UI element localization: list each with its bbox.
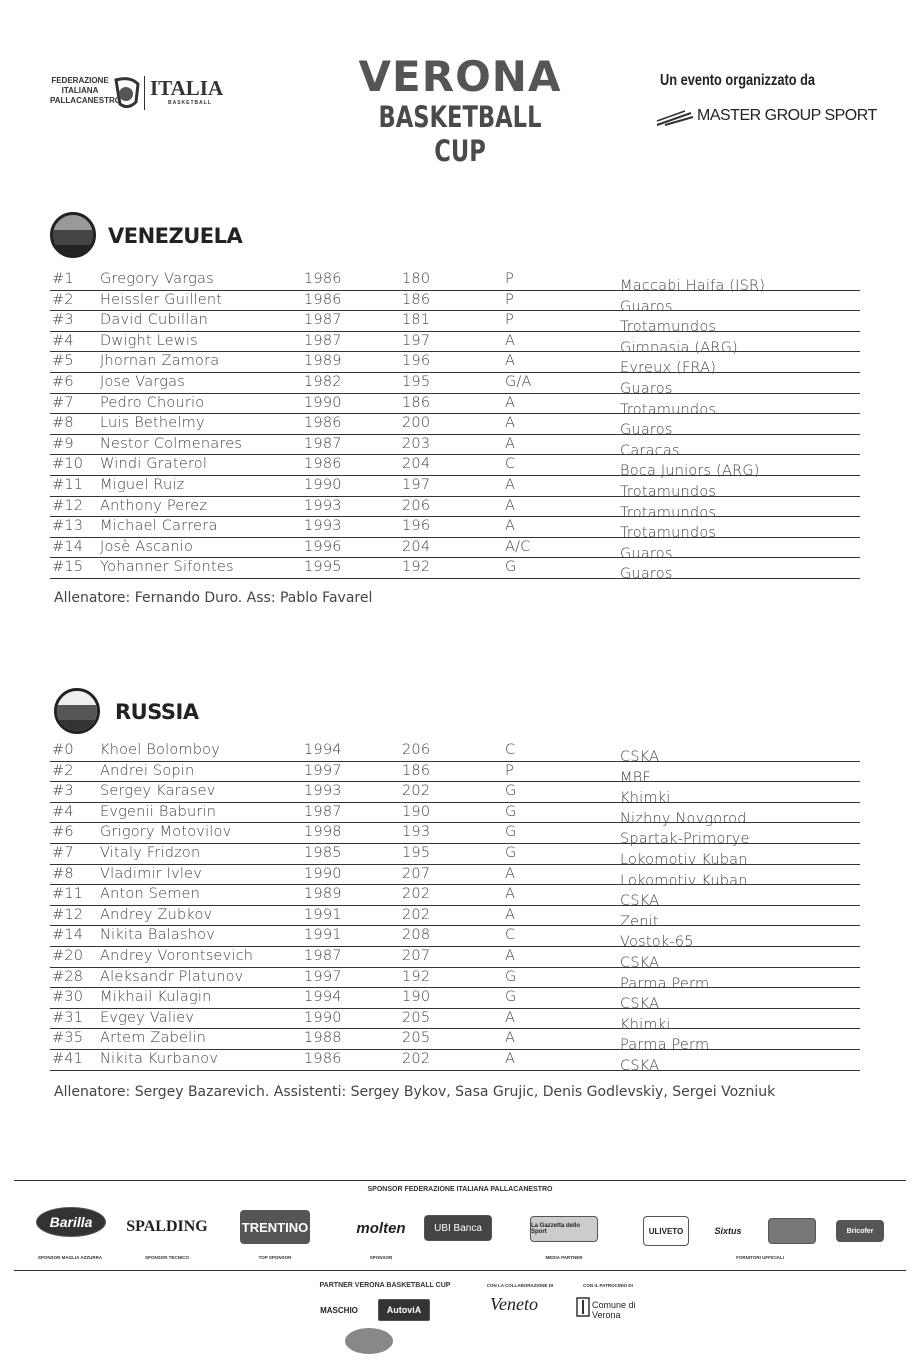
basketball-badge-icon	[345, 1328, 393, 1354]
player-height: 204	[402, 538, 431, 555]
player-club: Boca Juniors (ARG)	[620, 463, 760, 480]
player-club: Trotamundos	[620, 525, 717, 542]
player-birth-year: 1993	[304, 497, 342, 514]
player-position: A	[505, 332, 516, 349]
player-birth-year: 1982	[304, 373, 342, 390]
player-height: 197	[402, 476, 431, 493]
table-row	[50, 741, 860, 765]
player-club: Trotamundos	[620, 483, 717, 500]
player-birth-year: 1989	[304, 886, 342, 903]
player-name: Luis Bethelmy	[100, 415, 205, 432]
table-row	[50, 435, 860, 459]
player-club: Nizhny Novgorod	[620, 810, 747, 827]
player-name: Pedro Chourio	[100, 394, 205, 411]
player-birth-year: 1990	[304, 1009, 342, 1026]
player-number: #6	[52, 373, 74, 390]
sponsor-tv-logo	[768, 1218, 816, 1244]
team-name-russia: RUSSIA	[115, 700, 199, 724]
player-birth-year: 1987	[304, 435, 342, 452]
player-name: Aleksandr Platunov	[100, 968, 244, 985]
player-height: 207	[402, 947, 431, 964]
sponsor-uliveto-logo: ULIVETO	[643, 1216, 689, 1246]
venezuela-roster	[50, 270, 860, 583]
player-birth-year: 1990	[304, 476, 342, 493]
player-number: #7	[52, 394, 74, 411]
player-number: #10	[52, 456, 84, 473]
player-height: 193	[402, 824, 431, 841]
fip-italia: ITALIA	[150, 76, 224, 100]
venezuela-flag-icon	[50, 212, 96, 258]
player-club: Guaros	[620, 380, 673, 397]
player-name: Evgey Valiev	[100, 1009, 195, 1026]
player-number: #4	[52, 332, 74, 349]
player-number: #11	[52, 886, 84, 903]
verona-crest-icon	[576, 1296, 590, 1318]
sponsor-spalding-logo: SPALDING	[126, 1218, 208, 1235]
player-position: A	[505, 1009, 516, 1026]
player-birth-year: 1988	[304, 1030, 342, 1047]
player-club: MBF	[620, 769, 651, 786]
table-row	[50, 270, 860, 294]
sponsor-molten-caption: SPONSOR	[369, 1255, 393, 1260]
player-name: Michael Carrera	[100, 518, 218, 535]
sponsor-trentino-logo: TRENTINO	[240, 1210, 310, 1244]
player-number: #20	[52, 947, 84, 964]
player-birth-year: 1997	[304, 968, 342, 985]
player-position: P	[505, 762, 514, 779]
player-birth-year: 1986	[304, 291, 342, 308]
player-name: Josè Ascanio	[100, 538, 194, 555]
table-row	[50, 762, 860, 786]
player-club: CSKA	[620, 996, 660, 1013]
player-height: 186	[402, 762, 431, 779]
player-height: 202	[402, 783, 431, 800]
venezuela-coach: Allenatore: Fernando Duro. Ass: Pablo Favarel	[54, 590, 373, 606]
player-number: #30	[52, 989, 84, 1006]
player-height: 190	[402, 803, 431, 820]
player-height: 180	[402, 271, 431, 287]
organizer-label: Un evento organizzato da	[660, 72, 816, 89]
player-number: #3	[52, 783, 74, 800]
sponsor-gazzetta-logo: La Gazzetta dello Sport	[530, 1216, 598, 1242]
player-number: #9	[52, 435, 74, 452]
russia-roster	[50, 741, 860, 1074]
player-club: Evreux (FRA)	[620, 360, 717, 377]
player-position: G	[505, 824, 517, 841]
player-number: #14	[52, 538, 84, 555]
player-position: A	[505, 518, 516, 535]
player-birth-year: 1995	[304, 559, 342, 576]
player-number: #4	[52, 803, 74, 820]
player-club: CSKA	[620, 1057, 660, 1074]
player-height: 208	[402, 927, 431, 944]
player-number: #8	[52, 865, 74, 882]
player-position: P	[505, 312, 514, 329]
basketball-emblem-icon	[112, 76, 142, 112]
player-birth-year: 1986	[304, 1050, 342, 1067]
player-birth-year: 1998	[304, 824, 342, 841]
player-club: Vostok-65	[620, 934, 694, 951]
player-name: Andrey Vorontsevich	[100, 947, 254, 964]
suppliers-caption: FORNITORI UFFICIALI	[736, 1255, 784, 1260]
player-name: David Cubillan	[100, 312, 208, 329]
player-number: #13	[52, 518, 84, 535]
table-row	[50, 414, 860, 439]
player-birth-year: 1990	[304, 394, 342, 411]
player-number: #2	[52, 762, 74, 779]
player-number: #28	[52, 968, 84, 985]
player-height: 186	[402, 291, 431, 308]
player-name: Heissler Guillent	[100, 291, 223, 308]
partner-maschio-logo: MASCHIO	[320, 1305, 358, 1315]
fip-line-2: ITALIANA	[61, 86, 99, 95]
player-birth-year: 1993	[304, 518, 342, 535]
player-position: A	[505, 1050, 516, 1067]
player-club: Maccabi Haifa (ISR)	[620, 278, 766, 294]
player-birth-year: 1997	[304, 762, 342, 779]
player-position: C	[505, 927, 516, 944]
player-club: CSKA	[620, 954, 660, 971]
player-name: Nikita Kurbanov	[100, 1050, 219, 1067]
player-birth-year: 1991	[304, 906, 342, 923]
master-group-sport-logo	[655, 105, 885, 129]
fip-line-3: PALLACANESTRO	[50, 96, 121, 105]
player-club: Trotamundos	[620, 504, 717, 521]
player-name: Nestor Colmenares	[100, 435, 243, 452]
player-number: #7	[52, 844, 74, 861]
player-height: 195	[402, 844, 431, 861]
player-position: A	[505, 886, 516, 903]
player-height: 200	[402, 415, 431, 432]
player-name: Vladimir Ivlev	[100, 865, 202, 882]
player-position: A/C	[505, 538, 531, 555]
footer-rule-top	[14, 1180, 906, 1181]
player-position: G	[505, 989, 517, 1006]
fip-line-1: FEDERAZIONE	[51, 76, 109, 85]
player-position: A	[505, 476, 516, 493]
sponsor-barilla-caption: SPONSOR MAGLIA AZZURRA	[37, 1255, 103, 1260]
player-birth-year: 1994	[304, 989, 342, 1006]
player-number: #35	[52, 1030, 84, 1047]
table-row	[50, 476, 860, 500]
table-row	[50, 394, 860, 418]
player-number: #31	[52, 1009, 84, 1026]
table-row	[50, 844, 860, 868]
fip-logo	[50, 72, 240, 116]
player-club: CSKA	[620, 749, 660, 765]
player-birth-year: 1987	[304, 947, 342, 964]
player-number: #1	[52, 271, 74, 287]
player-height: 205	[402, 1009, 431, 1026]
player-birth-year: 1987	[304, 332, 342, 349]
sponsor-trentino-caption: TOP SPONSOR	[258, 1255, 292, 1260]
player-height: 204	[402, 456, 431, 473]
player-name: Anthony Perez	[100, 497, 208, 514]
table-row	[50, 926, 860, 951]
fip-sub: BASKETBALL	[168, 100, 212, 106]
player-name: Windi Graterol	[100, 456, 208, 473]
player-club: Parma Perm	[620, 975, 710, 992]
player-club: Lokomotiv Kuban	[620, 872, 748, 889]
table-row	[50, 947, 860, 971]
player-name: Mikhail Kulagin	[100, 989, 212, 1006]
player-height: 202	[402, 1050, 431, 1067]
fip-divider	[144, 76, 145, 110]
event-title-line2: BASKETBALL CUP	[378, 100, 542, 168]
table-row	[50, 517, 860, 542]
player-club: Khimki	[620, 1016, 671, 1033]
player-name: Dwight Lewis	[100, 332, 198, 349]
player-position: G/A	[505, 373, 532, 390]
player-number: #8	[52, 415, 74, 432]
mgs-name: MASTER GROUP SPORT	[697, 107, 877, 124]
player-position: A	[505, 906, 516, 923]
sponsor-gazzetta-caption: MEDIA PARTNER	[545, 1255, 583, 1260]
collab-title: CON LA COLLABORAZIONE DI	[486, 1283, 554, 1288]
player-birth-year: 1991	[304, 927, 342, 944]
player-number: #41	[52, 1050, 84, 1067]
sponsor-title: SPONSOR FEDERAZIONE ITALIANA PALLACANESTRO	[367, 1186, 553, 1193]
player-number: #6	[52, 824, 74, 841]
table-row	[50, 373, 860, 397]
player-position: P	[505, 291, 514, 308]
player-birth-year: 1990	[304, 865, 342, 882]
player-height: 206	[402, 497, 431, 514]
player-birth-year: 1986	[304, 415, 342, 432]
player-name: Grigory Motovilov	[100, 824, 232, 841]
sponsor-barilla-logo: Barilla	[36, 1207, 106, 1237]
player-height: 196	[402, 353, 431, 370]
player-club: Lokomotiv Kuban	[620, 851, 748, 868]
table-row	[50, 885, 860, 910]
player-club: Gimnasia (ARG)	[620, 339, 738, 356]
player-birth-year: 1986	[304, 456, 342, 473]
player-height: 192	[402, 968, 431, 985]
player-height: 205	[402, 1030, 431, 1047]
player-position: A	[505, 394, 516, 411]
player-position: A	[505, 435, 516, 452]
russia-flag-icon	[54, 688, 100, 734]
player-height: 197	[402, 332, 431, 349]
player-club: Trotamundos	[620, 401, 717, 418]
sponsor-molten-logo: molten	[356, 1219, 406, 1237]
player-position: G	[505, 559, 517, 576]
player-position: A	[505, 497, 516, 514]
player-position: A	[505, 1030, 516, 1047]
player-birth-year: 1987	[304, 803, 342, 820]
player-height: 207	[402, 865, 431, 882]
player-birth-year: 1993	[304, 783, 342, 800]
fip-text	[50, 76, 121, 106]
player-birth-year: 1985	[304, 844, 342, 861]
partner-autovia-logo: AutoviA	[378, 1299, 430, 1321]
table-row	[50, 311, 860, 336]
table-row	[50, 1029, 860, 1054]
player-name: Jhornan Zamora	[100, 353, 220, 370]
player-position: G	[505, 968, 517, 985]
sponsor-sixtus-logo: Sixtus	[714, 1226, 742, 1236]
player-club: Guaros	[620, 422, 673, 439]
player-position: G	[505, 783, 517, 800]
player-height: 202	[402, 906, 431, 923]
player-club: Parma Perm	[620, 1037, 710, 1054]
player-height: 195	[402, 373, 431, 390]
player-name: Andrei Sopin	[100, 762, 195, 779]
player-name: Evgenii Baburin	[100, 803, 217, 820]
patronage-title: CON IL PATROCINIO DI	[583, 1283, 633, 1288]
russia-coach: Allenatore: Sergey Bazarevich. Assistenti: Sergey Bykov, Sasa Grujic, Denis Godlevskiy, Sergei Vozniuk	[54, 1084, 776, 1100]
player-height: 206	[402, 742, 431, 758]
player-position: A	[505, 947, 516, 964]
player-position: C	[505, 742, 516, 758]
partner-title: PARTNER VERONA BASKETBALL CUP	[319, 1282, 451, 1289]
player-name: Khoel Bolomboy	[100, 742, 220, 758]
table-row	[50, 906, 860, 930]
veneto-logo: Veneto	[490, 1294, 538, 1314]
player-club: Caracas	[620, 442, 680, 459]
player-number: #12	[52, 497, 84, 514]
player-club: Khimki	[620, 790, 671, 807]
player-name: Vitaly Fridzon	[100, 844, 201, 861]
table-row	[50, 988, 860, 1013]
player-club: Guaros	[620, 298, 673, 315]
player-number: #0	[52, 742, 74, 758]
player-name: Andrey Zubkov	[100, 906, 213, 923]
player-name: Nikita Balashov	[100, 927, 215, 944]
player-position: A	[505, 415, 516, 432]
player-club: Trotamundos	[620, 319, 717, 336]
sponsor-spalding-caption: SPONSOR TECNICO	[144, 1255, 189, 1260]
player-name: Sergey Karasev	[100, 783, 216, 800]
player-position: A	[505, 865, 516, 882]
player-position: C	[505, 456, 516, 473]
table-row	[50, 1009, 860, 1033]
player-name: Miguel Ruiz	[100, 476, 185, 493]
player-height: 203	[402, 435, 431, 452]
player-name: Yohanner Sifontes	[100, 559, 234, 576]
player-height: 196	[402, 518, 431, 535]
player-number: #5	[52, 353, 74, 370]
player-club: CSKA	[620, 893, 660, 910]
player-birth-year: 1986	[304, 271, 342, 287]
table-row	[50, 1050, 860, 1074]
player-position: G	[505, 803, 517, 820]
table-row	[50, 823, 860, 848]
player-height: 202	[402, 886, 431, 903]
player-number: #3	[52, 312, 74, 329]
player-number: #14	[52, 927, 84, 944]
team-name-venezuela: VENEZUELA	[108, 224, 243, 248]
table-row	[50, 538, 860, 562]
player-club: Zenit	[620, 913, 659, 930]
player-position: P	[505, 271, 514, 287]
table-row	[50, 291, 860, 315]
footer-rule-bottom	[14, 1270, 906, 1271]
sponsor-bricofer-logo: Bricofer	[836, 1220, 884, 1242]
table-row	[50, 352, 860, 377]
event-title-line1: VERONA	[358, 52, 562, 101]
player-birth-year: 1989	[304, 353, 342, 370]
sponsor-ubi-logo: UBI Banca	[424, 1215, 492, 1241]
player-height: 192	[402, 559, 431, 576]
player-name: Gregory Vargas	[100, 271, 214, 287]
player-number: #2	[52, 291, 74, 308]
player-club: Guaros	[620, 545, 673, 562]
table-row	[50, 558, 860, 583]
player-birth-year: 1987	[304, 312, 342, 329]
player-height: 186	[402, 394, 431, 411]
mgs-stripes-icon	[655, 109, 695, 127]
player-birth-year: 1994	[304, 742, 342, 758]
table-row	[50, 332, 860, 356]
player-number: #11	[52, 476, 84, 493]
table-row	[50, 782, 860, 807]
comune-verona-label: Comune di Verona	[592, 1300, 636, 1320]
table-row	[50, 865, 860, 889]
player-number: #12	[52, 906, 84, 923]
player-number: #15	[52, 559, 84, 576]
table-row	[50, 497, 860, 521]
player-height: 181	[402, 312, 431, 329]
player-name: Jose Vargas	[100, 373, 185, 390]
table-row	[50, 455, 860, 480]
player-club: Guaros	[620, 566, 673, 583]
table-row	[50, 968, 860, 992]
player-position: A	[505, 353, 516, 370]
player-name: Anton Semen	[100, 886, 201, 903]
player-name: Artem Zabelin	[100, 1030, 207, 1047]
player-birth-year: 1996	[304, 538, 342, 555]
player-height: 190	[402, 989, 431, 1006]
player-position: G	[505, 844, 517, 861]
player-club: Spartak-Primorye	[620, 831, 750, 848]
table-row	[50, 803, 860, 827]
